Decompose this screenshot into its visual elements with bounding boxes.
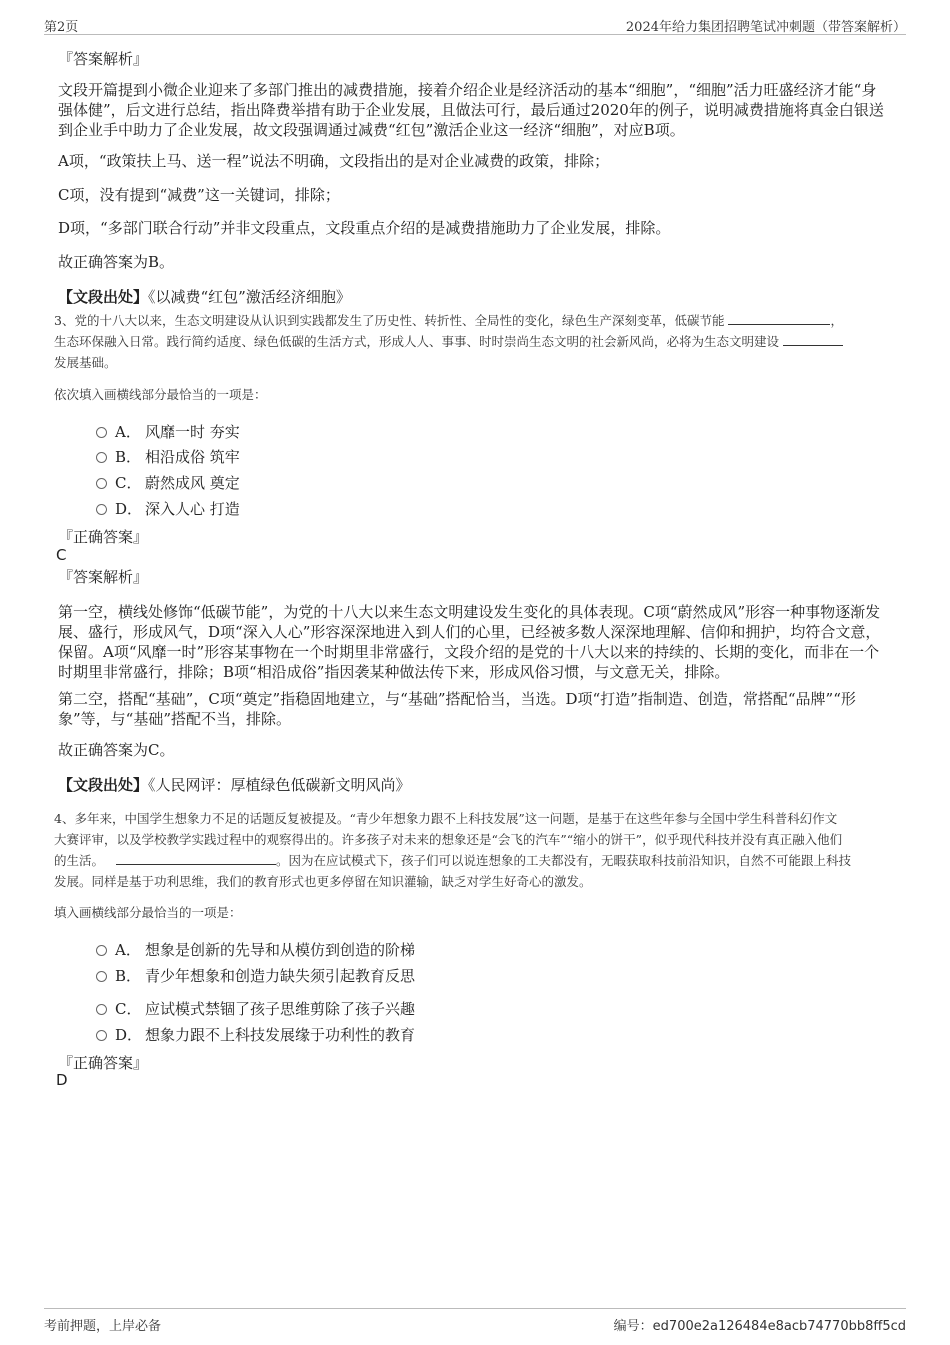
text-line: 文段开篇提到小微企业迎来了多部门推出的减费措施，接着介绍企业是经济活动的基本“细胞”，“细胞”活力旺盛经济才能“身: [58, 81, 877, 99]
radio-icon[interactable]: [96, 427, 107, 438]
text-line: 到企业手中助力了企业发展，故文段强调通过减费“红包”激活企业这一经济“细胞”，对应B项。: [58, 121, 685, 139]
option-letter: C．: [115, 474, 142, 492]
radio-icon[interactable]: [96, 1004, 107, 1015]
source-tag: 【文段出处】: [58, 776, 149, 794]
radio-icon[interactable]: [96, 1030, 107, 1041]
source-text: 《人民网评：厚植绿色低碳新文明风尚》: [148, 776, 411, 794]
radio-icon[interactable]: [96, 452, 107, 463]
document-title: 2024年给力集团招聘笔试冲刺题（带答案解析）: [625, 20, 906, 35]
q3-analysis-para1: [58, 602, 880, 682]
q3-option-c[interactable]: [96, 472, 240, 493]
text-line: [54, 331, 904, 352]
text-line: 发展基础。: [54, 355, 117, 370]
text-line: 展、盛行，形成风气，D项“深入人心”形容深深地进入到人们的心里，已经被多数人深深地理解、信仰和拥护，均符合文意，: [58, 623, 881, 641]
stem-text: 。因为在应试模式下，孩子们可以说连想象的工夫都没有，无暇获取科技前沿知识，自然不可能跟上科技: [275, 853, 851, 868]
blank-1: [728, 312, 830, 325]
text-line: 大赛评审，以及学校教学实践过程中的观察得出的。许多孩子对未来的想象还是“会飞的汽车”“缩小的饼干”，似乎现代科技并没有真正融入他们: [54, 832, 843, 847]
q2-analysis-para1: [58, 80, 884, 140]
text-line: 象”等，与“基础”搭配不当，排除。: [58, 710, 292, 728]
q4-prompt: 填入画横线部分最恰当的一项是：: [54, 905, 242, 920]
option-text: 想象是创新的先导和从模仿到创造的阶梯: [145, 941, 416, 959]
q3-analysis-para2: [58, 689, 856, 729]
radio-icon[interactable]: [96, 971, 107, 982]
radio-icon[interactable]: [96, 504, 107, 515]
radio-icon[interactable]: [96, 945, 107, 956]
q2-option-d-analysis: D项，“多部门联合行动”并非文段重点，文段重点介绍的是减费措施助力了企业发展，排除。: [58, 219, 671, 237]
radio-icon[interactable]: [96, 478, 107, 489]
q4-option-d[interactable]: [96, 1024, 415, 1045]
stem-text: 的生活。: [54, 853, 105, 868]
text-line: [54, 850, 904, 871]
code-label: 编号：: [613, 1319, 653, 1334]
text-line: 时期里非常盛行，排除；B项“相沿成俗”指因袭某种做法传下来，形成风俗习惯，与文意无关，排除。: [58, 663, 730, 681]
q2-option-a-analysis: A项，“政策扶上马、送一程”说法不明确，文段指出的是对企业减费的政策，排除；: [58, 152, 610, 170]
q3-conclusion: 故正确答案为C。: [58, 741, 175, 759]
option-letter: B．: [115, 448, 142, 466]
page-header: [44, 14, 906, 35]
q2-source: [58, 286, 351, 307]
option-text: 深入人心 打造: [145, 500, 240, 518]
option-text: 相沿成俗 筑牢: [145, 448, 240, 466]
text-line: 第二空，搭配“基础”，C项“奠定”指稳固地建立，与“基础”搭配恰当，当选。D项“打造”指制造、创造，常搭配“品牌”“形: [58, 690, 856, 708]
option-text: 应试模式禁锢了孩子思维剪除了孩子兴趣: [145, 1000, 416, 1018]
option-letter: A．: [115, 941, 141, 959]
option-letter: D．: [115, 500, 143, 518]
q2-conclusion: 故正确答案为B。: [58, 253, 175, 271]
q3-option-a[interactable]: [96, 421, 240, 442]
q4-answer-tag: 『正确答案』: [58, 1054, 149, 1072]
q2-option-c-analysis: C项，没有提到“减费”这一关键词，排除；: [58, 186, 340, 204]
code-value: ed700e2a126484e8acb74770bb8ff5cd: [652, 1319, 906, 1334]
document-code: [614, 1315, 906, 1334]
stem-text: 生态环保融入日常。践行简约适度、绿色低碳的生活方式，形成人人、事事、时时崇尚生态文明的社会新风尚，必将为生态文明建设: [54, 334, 780, 349]
q3-analysis-tag: 『答案解析』: [58, 568, 149, 586]
source-tag: 【文段出处】: [58, 288, 149, 306]
q3-prompt: 依次填入画横线部分最恰当的一项是：: [54, 387, 267, 402]
option-letter: B．: [115, 967, 142, 985]
q3-stem: [54, 310, 904, 373]
page-footer: [44, 1308, 906, 1333]
text-line: 保留。A项“风靡一时”形容某事物在一个时期里非常盛行，文段介绍的是党的十八大以来的持续的、长期的变化，而非在一个: [58, 643, 880, 661]
text-line: 强体健”，后文进行总结，指出降费举措有助于企业发展，且做法可行，最后通过2020年的例子，说明减费措施将真金白银送: [58, 101, 884, 119]
q4-option-c[interactable]: [96, 998, 415, 1019]
text-line: 发展。同样是基于功利思维，我们的教育形式也更多停留在知识灌输，缺乏对学生好奇心的激发。: [54, 874, 592, 889]
blank-2: [783, 333, 843, 346]
q2-analysis-tag: 『答案解析』: [58, 50, 149, 68]
option-letter: D．: [115, 1026, 143, 1044]
q3-answer: C: [56, 546, 67, 564]
text-line: 4、多年来，中国学生想象力不足的话题反复被提及。“青少年想象力跟不上科技发展”这一问题，是基于在这些年参与全国中学生科普科幻作文: [54, 811, 838, 826]
option-text: 想象力跟不上科技发展缘于功利性的教育: [145, 1026, 416, 1044]
page-number: 第2页: [44, 20, 79, 35]
option-text: 青少年想象和创造力缺失须引起教育反思: [145, 967, 416, 985]
stem-text: 3、党的十八大以来，生态文明建设从认识到实践都发生了历史性、转折性、全局性的变化，绿色生产深刻变革，低碳节能: [54, 313, 725, 328]
q3-source: [58, 774, 411, 795]
q3-option-b[interactable]: [96, 446, 240, 467]
q4-option-a[interactable]: [96, 939, 415, 960]
option-letter: A．: [115, 423, 141, 441]
source-text: 《以减费“红包”激活经济细胞》: [148, 288, 351, 306]
option-letter: C．: [115, 1000, 142, 1018]
stem-text: ，: [830, 313, 843, 328]
text-line: [54, 310, 904, 331]
q4-answer: D: [56, 1071, 68, 1089]
q4-option-b[interactable]: [96, 965, 415, 986]
q3-option-d[interactable]: [96, 498, 240, 519]
q3-answer-tag: 『正确答案』: [58, 528, 149, 546]
option-text: 风靡一时 夯实: [145, 423, 240, 441]
option-text: 蔚然成风 奠定: [145, 474, 240, 492]
blank-1: [116, 852, 276, 865]
footer-slogan: 考前押题，上岸必备: [44, 1319, 162, 1334]
q4-stem: [54, 808, 904, 892]
text-line: 第一空，横线处修饰“低碳节能”，为党的十八大以来生态文明建设发生变化的具体表现。C项“蔚然成风”形容一种事物逐渐发: [58, 603, 881, 621]
